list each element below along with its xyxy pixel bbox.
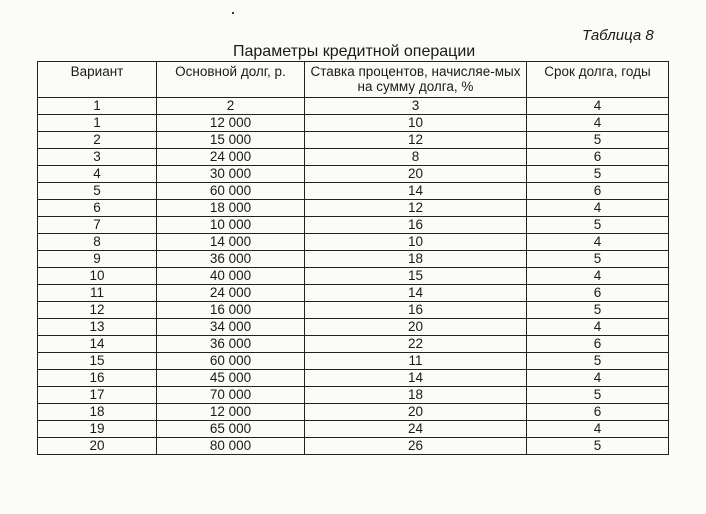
header-principal: Основной долг, р. [157,62,305,98]
cell-term: 5 [527,353,669,370]
cell-rate: 16 [305,217,527,234]
header-row [38,62,669,98]
cell-principal: 60 000 [157,183,305,200]
cell-variant: 9 [38,251,157,268]
column-number: 1 [38,98,157,115]
cell-principal: 70 000 [157,387,305,404]
cell-rate: 16 [305,302,527,319]
column-number: 4 [527,98,669,115]
cell-rate: 14 [305,183,527,200]
cell-variant: 15 [38,353,157,370]
cell-rate: 20 [305,166,527,183]
cell-variant: 2 [38,132,157,149]
cell-term: 6 [527,149,669,166]
cell-variant: 16 [38,370,157,387]
cell-term: 4 [527,319,669,336]
cell-rate: 10 [305,115,527,132]
cell-principal: 34 000 [157,319,305,336]
table-number-label: Таблица 8 [582,27,654,44]
cell-term: 4 [527,115,669,132]
cell-principal: 24 000 [157,285,305,302]
cell-variant: 6 [38,200,157,217]
cell-term: 5 [527,387,669,404]
cell-rate: 18 [305,387,527,404]
cell-rate: 11 [305,353,527,370]
cell-variant: 11 [38,285,157,302]
cell-rate: 12 [305,200,527,217]
cell-rate: 24 [305,421,527,438]
cell-rate: 26 [305,438,527,455]
cell-principal: 36 000 [157,336,305,353]
cell-rate: 20 [305,404,527,421]
cell-term: 4 [527,200,669,217]
cell-term: 5 [527,132,669,149]
table-row [38,336,669,353]
cell-term: 4 [527,234,669,251]
table-row [38,353,669,370]
cell-principal: 45 000 [157,370,305,387]
cell-rate: 18 [305,251,527,268]
header-variant: Вариант [38,62,157,98]
table-row [38,421,669,438]
table-title: Параметры кредитной операции [233,43,476,60]
cell-rate: 14 [305,370,527,387]
credit-parameters-table [37,61,669,455]
cell-principal: 60 000 [157,353,305,370]
cell-term: 5 [527,217,669,234]
cell-principal: 18 000 [157,200,305,217]
table-row [38,387,669,404]
cell-variant: 19 [38,421,157,438]
cell-rate: 10 [305,234,527,251]
cell-term: 6 [527,285,669,302]
cell-variant: 4 [38,166,157,183]
cell-term: 6 [527,183,669,200]
cell-variant: 10 [38,268,157,285]
header-interest-rate: Ставка процентов, начисляе-мых на сумму долга, % [305,62,527,98]
cell-term: 6 [527,404,669,421]
cell-variant: 5 [38,183,157,200]
table-row [38,285,669,302]
column-number: 2 [157,98,305,115]
table-row [38,166,669,183]
cell-term: 5 [527,438,669,455]
cell-variant: 18 [38,404,157,421]
table-row [38,132,669,149]
column-number: 3 [305,98,527,115]
cell-term: 5 [527,166,669,183]
table-row [38,404,669,421]
cell-principal: 24 000 [157,149,305,166]
cell-variant: 17 [38,387,157,404]
cell-term: 5 [527,251,669,268]
cell-term: 6 [527,336,669,353]
cell-principal: 80 000 [157,438,305,455]
cell-term: 4 [527,370,669,387]
column-number-row [38,98,669,115]
cell-term: 4 [527,421,669,438]
table-row [38,251,669,268]
cell-principal: 15 000 [157,132,305,149]
table-row [38,268,669,285]
table-row [38,115,669,132]
cell-rate: 14 [305,285,527,302]
cell-rate: 8 [305,149,527,166]
cell-rate: 12 [305,132,527,149]
table-body [38,115,669,455]
cell-variant: 1 [38,115,157,132]
cell-principal: 36 000 [157,251,305,268]
table-row [38,319,669,336]
table-row [38,370,669,387]
table-row [38,217,669,234]
header-term: Срок долга, годы [527,62,669,98]
table-row [38,234,669,251]
cell-variant: 13 [38,319,157,336]
cell-variant: 7 [38,217,157,234]
cell-variant: 14 [38,336,157,353]
cell-term: 5 [527,302,669,319]
cell-principal: 14 000 [157,234,305,251]
table-row [38,302,669,319]
cell-rate: 20 [305,319,527,336]
cell-principal: 30 000 [157,166,305,183]
cell-variant: 12 [38,302,157,319]
cell-principal: 65 000 [157,421,305,438]
cell-principal: 12 000 [157,115,305,132]
cell-variant: 3 [38,149,157,166]
speck [232,12,234,14]
table-row [38,149,669,166]
cell-variant: 20 [38,438,157,455]
table-row [38,200,669,217]
cell-principal: 10 000 [157,217,305,234]
cell-principal: 12 000 [157,404,305,421]
cell-rate: 22 [305,336,527,353]
cell-term: 4 [527,268,669,285]
cell-principal: 40 000 [157,268,305,285]
cell-principal: 16 000 [157,302,305,319]
cell-rate: 15 [305,268,527,285]
table-row [38,183,669,200]
cell-variant: 8 [38,234,157,251]
table-row [38,438,669,455]
